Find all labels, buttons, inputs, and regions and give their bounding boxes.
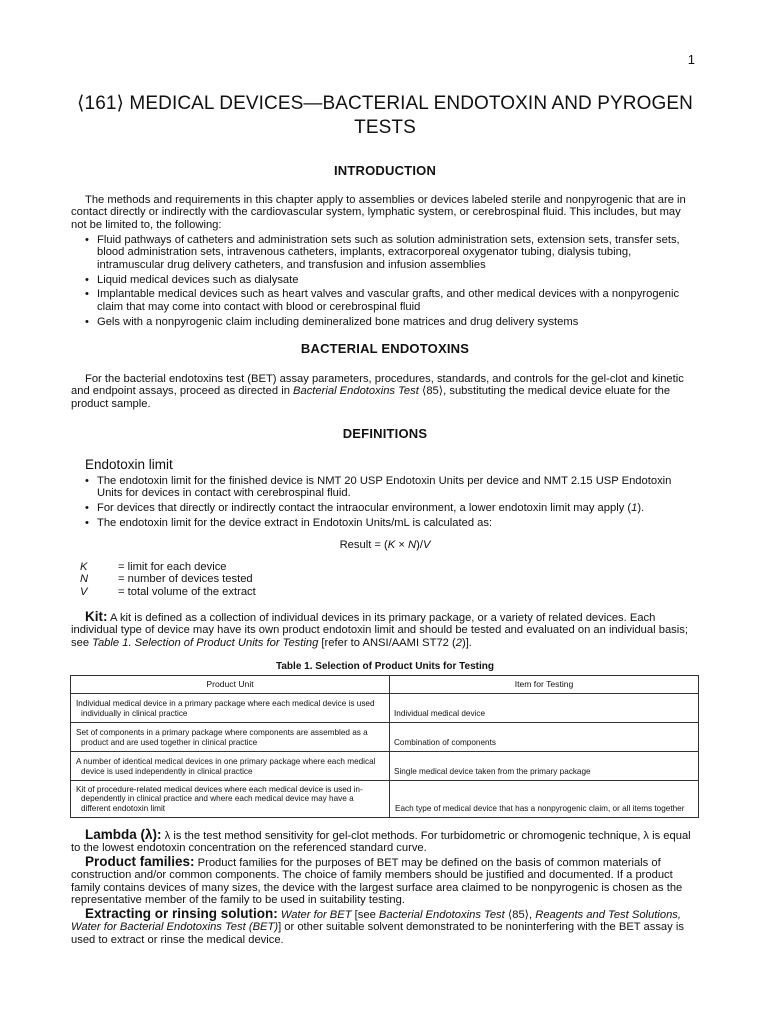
- formula-text: ×: [395, 539, 408, 551]
- cell-text: Set of components in a primary package where components are assembled as a product and are used together in clinical practice: [76, 728, 368, 747]
- cell-text: Individual medical device in a primary package where each medical device is used individually in clinical practice: [76, 699, 375, 718]
- table-cell: [390, 781, 699, 818]
- variable-symbol: V: [80, 585, 88, 598]
- variable-row: [80, 586, 256, 598]
- variable-description: = number of devices tested: [118, 573, 253, 586]
- list-item-text: ).: [637, 502, 645, 515]
- definition-text: Product families for the purposes of BET may be defined on the basis of common materials of construction and/or common components. The choice of family members should be justified and documented. If a product family contains devices of many sizes, the device with the largest surface area claimed to be nonpyrogenic is chosen as the representative member of the family to be used in suitability testing.: [71, 857, 683, 907]
- definition-text: [see: [351, 909, 379, 921]
- endotoxin-limit-bullet-list: [71, 475, 699, 532]
- variable-description: = total volume of the extract: [118, 585, 256, 598]
- product-families-definition: [71, 856, 699, 907]
- definition-text: ] or other suitable solvent demonstrated to be noninterfering with the BET assay is used to extract or rinse the medical device.: [71, 921, 684, 946]
- table-cell: Individual medical device: [390, 694, 699, 723]
- variable-description: = limit for each device: [118, 561, 227, 573]
- formula-variable-definitions: [80, 561, 256, 598]
- page-number: 1: [687, 52, 695, 67]
- cell-text: Kit of procedure-related medical devices where each medical device is used in-dependently in clinical practice and where each medical device may have a different endotoxin limit: [76, 784, 363, 813]
- kit-term: Kit:: [85, 609, 108, 624]
- reference-number: 2: [455, 636, 462, 649]
- bacterial-endotoxins-paragraph: [71, 373, 699, 410]
- extracting-solution-term: Extracting or rinsing solution:: [85, 906, 278, 921]
- table-row: [71, 694, 699, 723]
- list-item: • The endotoxin limit for the finished device is NMT 20 USP Endotoxin Units per device and NMT 2.15 USP Endotoxin Units for devices in contact with cerebrospinal fluid.: [71, 475, 699, 500]
- list-item: • Gels with a nonpyrogenic claim including demineralized bone matrices and drug delivery systems: [71, 316, 699, 328]
- chapter-reference: Bacterial Endotoxins Test: [293, 385, 419, 398]
- kit-definition: [71, 611, 699, 649]
- reference-number: 1: [631, 502, 638, 515]
- introduction-bullet-list: [71, 234, 699, 330]
- variable-symbol: K: [80, 561, 88, 573]
- list-item-text: For devices that directly or indirectly contact the intraocular environment, a lower endotoxin limit may apply (: [97, 502, 632, 515]
- definition-text: λ is the test method sensitivity for gel-clot methods. For turbidometric or chromogenic technique, λ is equal to the lowest endotoxin concentration on the referenced standard curve.: [71, 830, 691, 855]
- table-cell: Single medical device taken from the primary package: [390, 752, 699, 781]
- formula-variable: V: [422, 539, 431, 551]
- list-item: • Fluid pathways of catheters and administration sets such as solution administration sets, extension sets, transfer sets, blood administration sets, intravenous catheters, implants, extracorporeal oxygenator tubing, dialysis tubing, intramuscular drug delivery catheters, and transfusion and infusion assemblies: [71, 234, 699, 271]
- chapter-title: ⟨161⟩ MEDICAL DEVICES—BACTERIAL ENDOTOXIN AND PYROGEN TESTS: [77, 93, 693, 138]
- list-item: • The endotoxin limit for the device extract in Endotoxin Units/mL is calculated as:: [71, 517, 699, 529]
- endotoxin-limit-heading: Endotoxin limit: [85, 457, 173, 472]
- paragraph-text: For the bacterial endotoxins test (BET) assay parameters, procedures, standards, and controls for the gel-clot and kinetic and endpoint assays, proceed as directed in: [71, 373, 684, 398]
- table-cell: Combination of components: [390, 723, 699, 752]
- cell-text: Each type of medical device that has a nonpyrogenic claim, or all items together: [395, 803, 685, 813]
- reagent-reference: Water for BET: [280, 909, 352, 921]
- lambda-term: Lambda (λ):: [85, 827, 162, 842]
- table-cell: [71, 752, 390, 781]
- formula-text: )/: [416, 539, 423, 551]
- formula-text: Result = (: [339, 539, 388, 551]
- lambda-definition: [71, 829, 699, 855]
- endotoxin-formula: [70, 539, 700, 551]
- introduction-heading: INTRODUCTION: [333, 163, 437, 178]
- table-row: [71, 781, 699, 818]
- table-header-row: [71, 676, 699, 694]
- variable-row: [80, 561, 256, 573]
- cell-text: A number of identical medical devices in one primary package where each medical device is used independently in clinical practice: [76, 757, 376, 776]
- table-cell: [71, 723, 390, 752]
- table-row: [71, 752, 699, 781]
- definition-text: )].: [461, 636, 472, 649]
- bacterial-endotoxins-heading: BACTERIAL ENDOTOXINS: [300, 341, 470, 356]
- formula-variable: N: [408, 539, 417, 551]
- variable-symbol: N: [80, 573, 89, 586]
- table-row: [71, 723, 699, 752]
- extracting-solution-definition: [71, 908, 699, 946]
- list-item: [71, 502, 699, 514]
- column-header-item-for-testing: Item for Testing: [390, 676, 699, 694]
- definition-text: [refer to ANSI/AAMI ST72 (: [318, 636, 456, 649]
- chapter-reference: Bacterial Endotoxins Test: [378, 909, 505, 921]
- column-header-product-unit: Product Unit: [71, 676, 390, 694]
- table-cell: [71, 694, 390, 723]
- variable-row: [80, 573, 256, 585]
- paragraph-text: ⟨85⟩, substituting the medical device eluate for the product sample.: [71, 385, 671, 410]
- table-cell: [71, 781, 390, 818]
- definitions-heading: DEFINITIONS: [342, 426, 428, 441]
- list-item: • Liquid medical devices such as dialysate: [71, 274, 699, 286]
- definition-text: ⟨85⟩,: [504, 909, 536, 921]
- definition-text: A kit is defined as a collection of individual devices in its primary package, or a variety of related devices. Each individual type of device may have its own product endotoxin limit and should be tested and evaluated on an individual basis; see: [71, 612, 688, 649]
- section-reference: Reagents and Test Solutions, Water for Bacterial Endotoxins Test (BET): [71, 909, 681, 934]
- list-item: • Implantable medical devices such as heart valves and vascular grafts, and other medical devices with a nonpyrogenic claim that may come into contact with blood or cerebrospinal fluid: [71, 288, 699, 313]
- introduction-paragraph: The methods and requirements in this chapter apply to assemblies or devices labeled sterile and nonpyrogenic that are in contact directly or indirectly with the cardiovascular system, lymphatic system, or cerebrospinal fluid. This includes, but may not be limited to, the following:: [71, 194, 686, 231]
- product-units-table: [70, 675, 699, 818]
- formula-variable: K: [387, 539, 396, 551]
- table-caption: Table 1. Selection of Product Units for Testing: [276, 661, 494, 672]
- product-families-term: Product families:: [85, 854, 195, 869]
- table-reference: Table 1. Selection of Product Units for Testing: [92, 636, 319, 649]
